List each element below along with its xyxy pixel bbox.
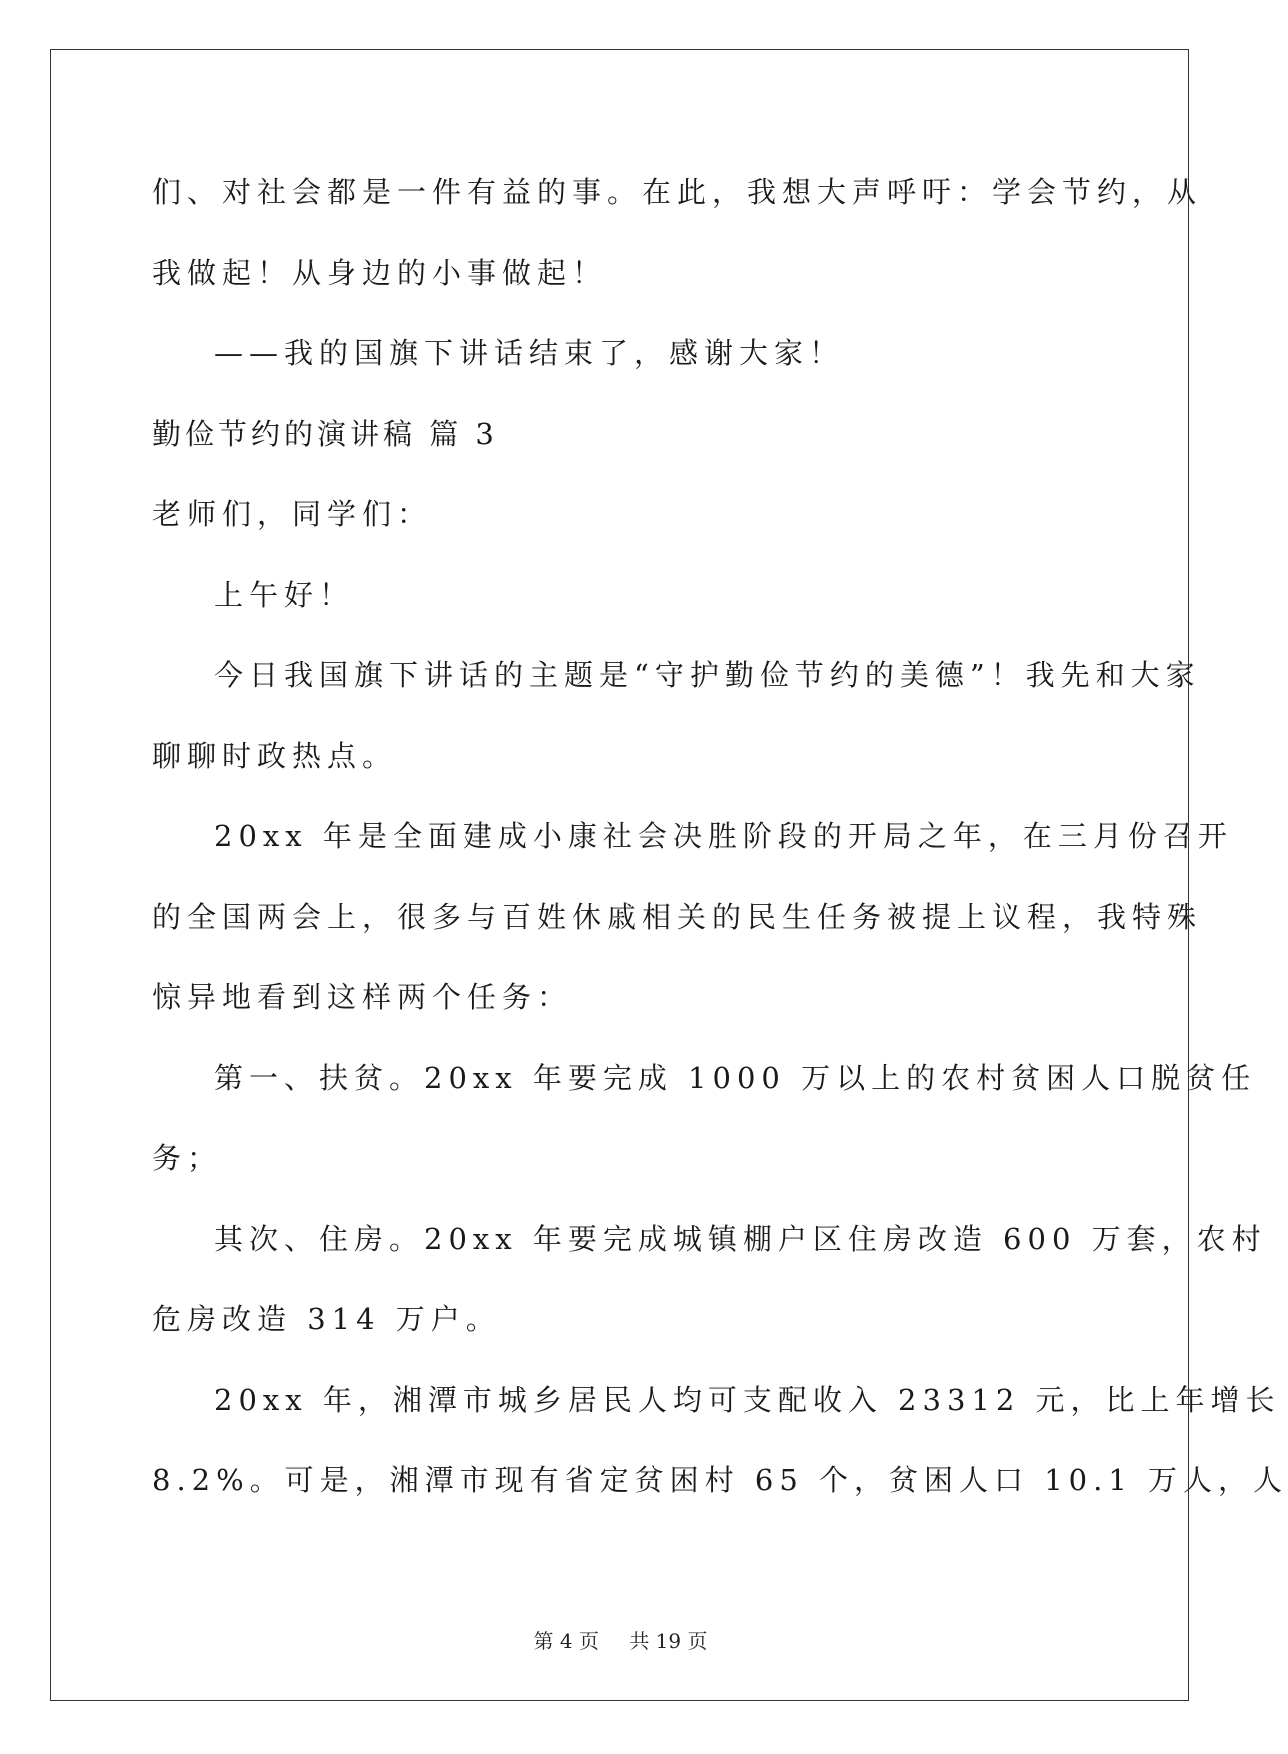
text-line: 我做起！从身边的小事做起！	[152, 255, 608, 290]
text-line: 务；	[152, 1141, 223, 1175]
text-line: 聊聊时政热点。	[152, 738, 398, 773]
page-footer	[0, 1625, 1241, 1654]
document-body	[152, 152, 1288, 1521]
salutation: 老师们，同学们：	[152, 497, 433, 531]
text-line: 危房改造 314 万户。	[152, 1302, 501, 1336]
section-heading: 勤俭节约的演讲稿 篇 3	[152, 416, 498, 451]
text-line: 20xx 年是全面建成小康社会决胜阶段的开局之年，在三月份召开	[214, 819, 1233, 853]
total-page-count: 共 19 页	[629, 1629, 708, 1653]
text-line: 其次、住房。20xx 年要完成城镇棚户区住房改造 600 万套，农村	[214, 1221, 1267, 1256]
text-line: 第一、扶贫。20xx 年要完成 1000 万以上的农村贫困人口脱贫任	[214, 1060, 1257, 1095]
greeting: 上午好！	[214, 577, 355, 612]
text-line: 们、对社会都是一件有益的事。在此，我想大声呼吁：学会节约，从	[152, 175, 1203, 209]
text-line: 惊异地看到这样两个任务：	[152, 980, 573, 1014]
text-line: 的全国两会上，很多与百姓休戚相关的民生任务被提上议程，我特殊	[152, 899, 1203, 934]
text-line: 今日我国旗下讲话的主题是“守护勤俭节约的美德”！我先和大家	[214, 658, 1201, 692]
text-line: ——我的国旗下讲话结束了，感谢大家！	[214, 336, 845, 370]
text-line: 8.2%。可是，湘潭市现有省定贫困村 65 个，贫困人口 10.1 万人，人	[152, 1463, 1288, 1497]
current-page-number: 第 4 页	[533, 1629, 599, 1653]
text-line: 20xx 年，湘潭市城乡居民人均可支配收入 23312 元，比上年增长	[214, 1382, 1281, 1417]
